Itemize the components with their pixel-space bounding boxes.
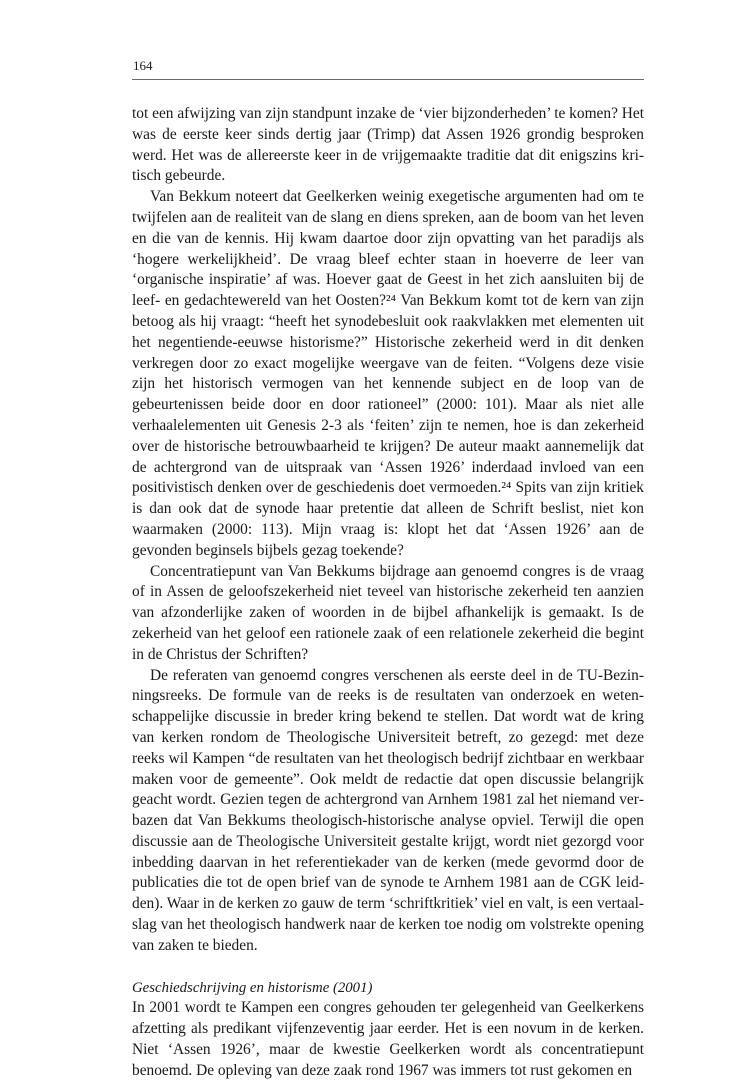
section-geschiedschrijving xyxy=(132,978,644,1082)
page-number: 164 xyxy=(133,58,153,73)
paragraph-1: tot een afwijzing van zijn standpunt inzake de ‘vier bijzonderheden’ te komen? Het was de eerste keer sinds dertig jaar (Trimp) dat Assen 1926 grondig besproken werd. Het was de allereerste keer in de vrijgemaakte traditie dat dit enigszins kritisch gebeurde. xyxy=(132,105,644,185)
section-paragraph-1: In 2001 wordt te Kampen een congres gehouden ter gelegenheid van Geelkerkens afzetting als predikant vijfenzeventig jaar eerder. Het is een novum in de kerken. Niet ‘Assen 1926’, maar de kwestie Geelkerken wordt als concentratiepunt benoemd. De opleving van deze zaak rond 1967 was immers tot rust gekomen en xyxy=(132,999,644,1079)
header-rule xyxy=(132,79,644,80)
body-text xyxy=(132,104,644,1082)
paragraph-2: Van Bekkum noteert dat Geelkerken weinig exegetische argumenten had om te twijfelen aan de realiteit van de slang en diens spreken, aan de boom van het leven en die van de kennis. Hij kwam daartoe door zijn opvatting van het paradijs als ‘hogere werkelijkheid’. De vraag bleef echter staan in hoeverre de leer van ‘organische inspiratie’ af was. Hoever gaat de Geest in het zich aansluiten bij de leef- en gedachtewereld van het Oosten?²⁴ Van Bekkum komt tot de kern van zijn betoog als hij vraagt: “heeft het synodebesluit ook raakvlakken met elementen uit het negentiende-eeuwse historisme?” Historische zekerheid werd in dit denken verkregen door zo exact mogelijke weergave van de feiten. “Volgens deze visie zijn het historisch vermogen van het kennende subject en de loop van de gebeurtenissen beide door en door rationeel” (2000: 101). Maar als niet alle verhaalelementen uit Genesis 2-3 als ‘feiten’ zijn te nemen, hoe is dan zekerheid over de historische betrouwbaarheid te krijgen? De auteur maakt aannemelijk dat de achtergrond van de uitspraak van ‘Assen 1926’ inderdaad invloed van een positivistisch denken over de geschiedenis doet vermoeden.²⁴ Spits van zijn kritiek is dan ook dat de synode haar pretentie dat alleen de Schrift beslist, niet kon waarmaken (2000: 113). Mijn vraag is: klopt het dat ‘Assen 1926’ aan de gevonden beginsels bijbels gezag toekende? xyxy=(132,188,644,559)
section-heading: Geschiedschrijving en historisme (2001) xyxy=(132,979,373,996)
paragraph-3: Concentratiepunt van Van Bekkums bijdrage aan genoemd congres is de vraag of in Assen de geloofszekerheid niet teveel van historische zekerheid ten aanzien van afzonderlijke zaken of woorden in de bijbel afhankelijk is gemaakt. Is de zekerheid van het geloof een rationele zaak of een relationele zekerheid die begint in de Christus der Schriften? xyxy=(132,562,644,663)
paragraph-4: De referaten van genoemd congres verschenen als eerste deel in de TU-Bezinningsreeks. De formule van de reeks is de resultaten van onderzoek en wetenschappelijke discussie in breder kring bekend te stellen. Dat wordt wat de kring van kerken rondom de Theologische Universiteit betreft, zo gezegd: met deze reeks wil Kampen “de resultaten van het theologisch bedrijf zichtbaar en werkbaar maken voor de gemeente”. Ook meldt de redactie dat open discussie belangrijk geacht wordt. Gezien tegen de achtergrond van Arnhem 1981 zal het niemand verbazen dat Van Bekkums theologisch-historische analyse opviel. Terwijl die open discussie aan de Theologische Universiteit gestalte krijgt, wordt niet gezorgd voor inbedding daarvan in het referentiekader van de kerken (mede gevormd door de publicaties die tot de open brief van de synode te Arnhem 1981 aan de CGK leidden). Waar in de kerken zo gauw de term ‘schriftkritiek’ viel en valt, is een vertaalslag van het theologisch handwerk naar de kerken toe nodig om volstrekte opening van zaken te bieden. xyxy=(132,666,644,954)
running-header xyxy=(132,58,644,80)
